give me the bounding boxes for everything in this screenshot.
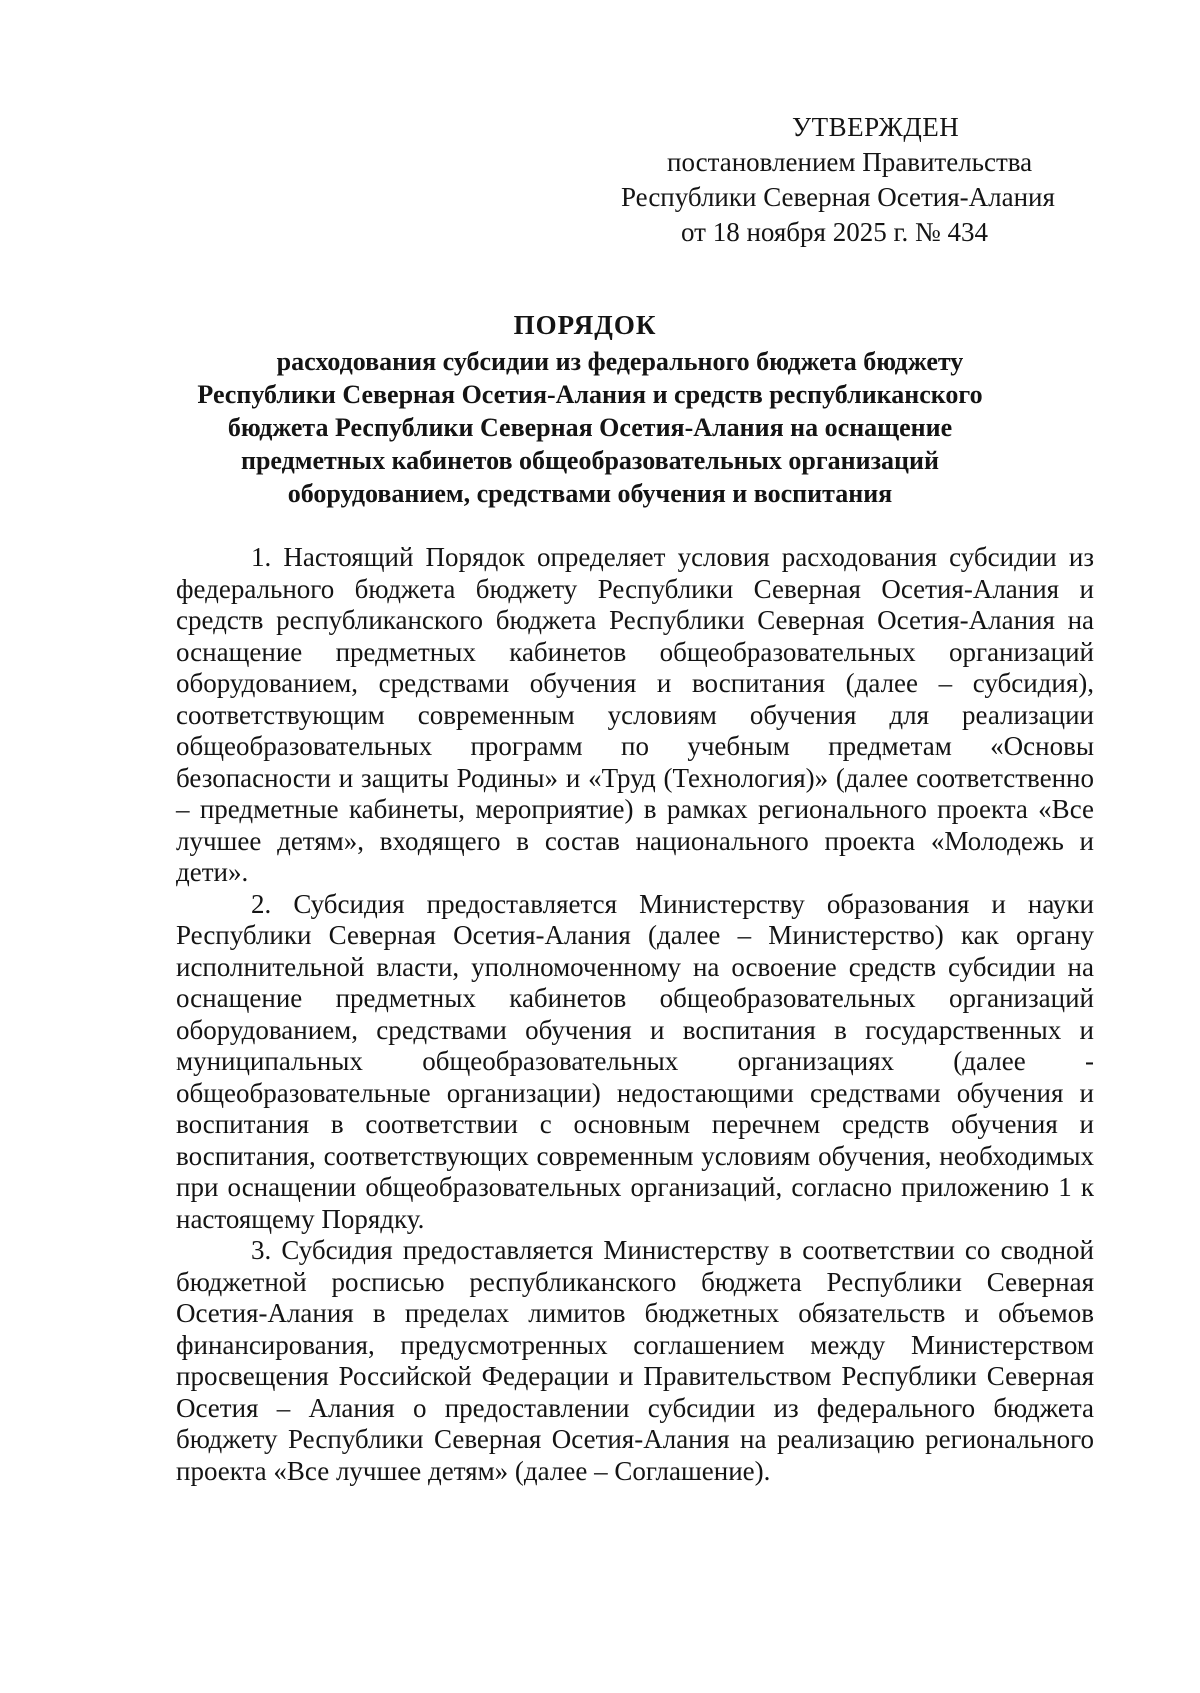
paragraph-2: 2. Субсидия предоставляется Министерству образования и науки Республики Северная Осетия-Алания (далее – Министерство) как органу исполнительной власти, уполномоченному на освоение средств субсидии на оснащение предметных кабинетов общеобразовательных организаций оборудованием, средствами обучения и воспитания в государственных и муниципальных общеобразовательных организациях (далее - общеобразовательные организации) недостающими средствами обучения и воспитания в соответствии с основным перечнем средств обучения и воспитания, соответствующих современным условиям обучения, необходимых при оснащении общеобразовательных организаций, согласно приложению 1 к настоящему Порядку.	[176, 888, 1094, 1234]
paragraph-3: 3. Субсидия предоставляется Министерству в соответствии со сводной бюджетной росписью республиканского бюджета Республики Северная Осетия-Алания в пределах лимитов бюджетных обязательств и объемов финансирования, предусмотренных соглашением между Министерством просвещения Российской Федерации и Правительством Республики Северная Осетия – Алания о предоставлении субсидии из федерального бюджета бюджету Республики Северная Осетия-Алания на реализацию регионального проекта «Все лучшее детям» (далее – Соглашение).	[176, 1235, 1094, 1486]
approval-stamp	[560, 110, 1120, 250]
document-subtitle	[190, 345, 990, 510]
document-title: ПОРЯДОК	[513, 310, 657, 340]
paragraph-1: 1. Настоящий Порядок определяет условия расходования субсидии из федерального бюджета бюджету Республики Северная Осетия-Алания и средств республиканского бюджета Республики Северная Осетия-Алания на оснащение предметных кабинетов общеобразовательных организаций оборудованием, средствами обучения и воспитания (далее – субсидия), соответствующим современным условиям обучения для реализации общеобразовательных программ по учебным предметам «Основы безопасности и защиты Родины» и «Труд (Технология)» (далее соответственно – предметные кабинеты, мероприятие) в рамках регионального проекта «Все лучшее детям», входящего в состав национального проекта «Молодежь и дети».	[176, 542, 1094, 887]
subtitle-line: предметных кабинетов общеобразовательных организаций	[240, 446, 939, 475]
approval-line-republic: Республики Северная Осетия-Алания	[621, 182, 1055, 212]
subtitle-line: Республики Северная Осетия-Алания и средств республиканского	[197, 380, 983, 409]
subtitle-line: бюджета Республики Северная Осетия-Алания на оснащение	[227, 413, 953, 442]
subtitle-line: оборудованием, средствами обучения и воспитания	[287, 479, 893, 508]
approval-line-date: от 18 ноября 2025 г. № 434	[681, 217, 988, 247]
approval-line-decree: постановлением Правительства	[667, 147, 1033, 177]
document-body	[176, 542, 1094, 1487]
approval-title: УТВЕРЖДЕН	[792, 112, 960, 142]
subtitle-line: расходования субсидии из федерального бюджета бюджету	[276, 347, 964, 376]
